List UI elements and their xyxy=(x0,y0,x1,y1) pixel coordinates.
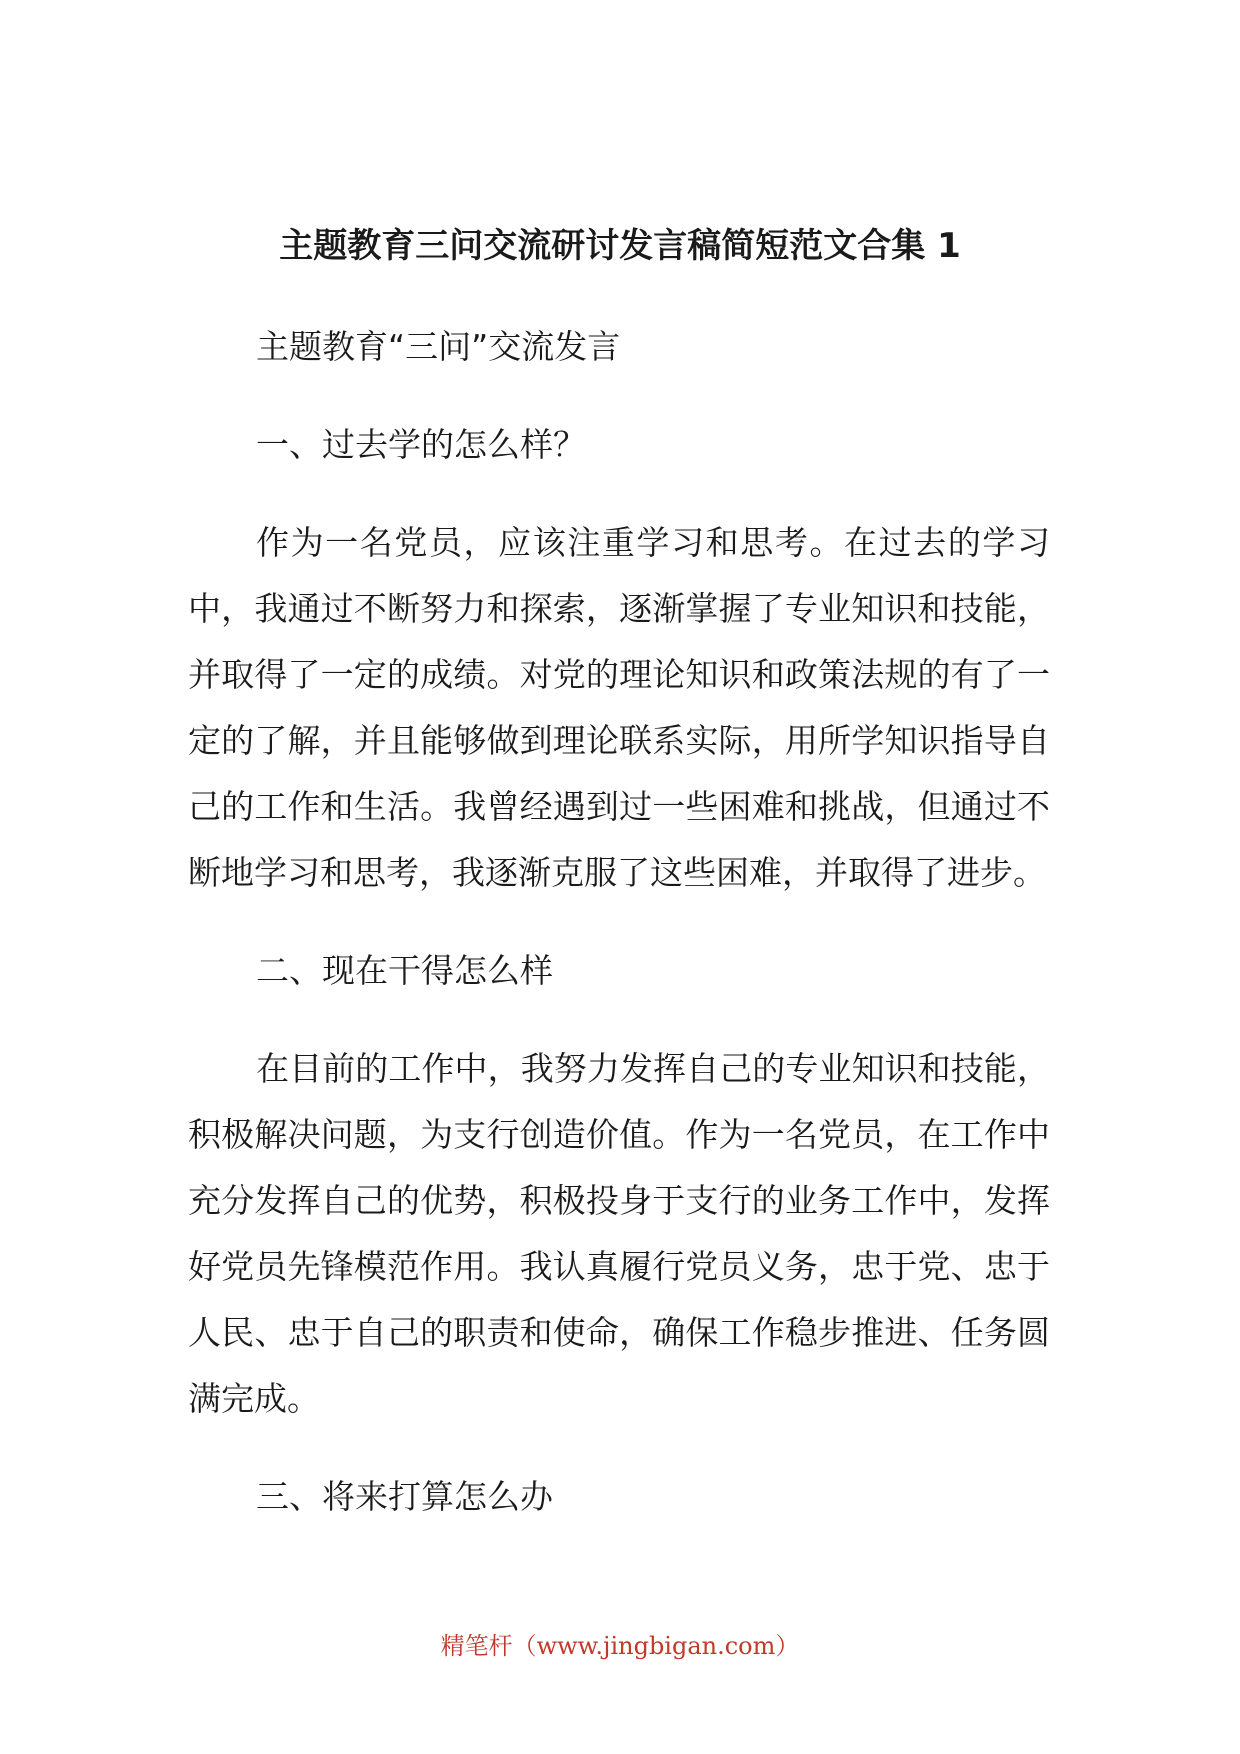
document-body xyxy=(188,314,1050,1562)
footer-watermark: 精笔杆（www.jingbigan.com） xyxy=(440,1632,800,1660)
section-heading-3: 三、将来打算怎么办 xyxy=(256,1477,553,1516)
section-heading-1: 一、过去学的怎么样？ xyxy=(256,425,586,464)
body-paragraph-1: 作为一名党员，应该注重学习和思考。在过去的学习中，我通过不断努力和探索，逐渐掌握了专业知识和技能，并取得了一定的成绩。对党的理论知识和政策法规的有了一定的了解，并且能够做到理论联系实际，用所学知识指导自己的工作和生活。我曾经遇到过一些困难和挑战，但通过不断地学习和思考，我逐渐克服了这些困难，并取得了进步。 xyxy=(188,523,1050,892)
document-title: 主题教育三问交流研讨发言稿简短范文合集 1 xyxy=(279,226,961,266)
body-paragraph-2: 在目前的工作中，我努力发挥自己的专业知识和技能，积极解决问题，为支行创造价值。作为一名党员，在工作中充分发挥自己的优势，积极投身于支行的业务工作中，发挥好党员先锋模范作用。我认真履行党员义务，忠于党、忠于人民、忠于自己的职责和使命，确保工作稳步推进、任务圆满完成。 xyxy=(188,1049,1050,1418)
section-heading-2: 二、现在干得怎么样 xyxy=(256,951,553,990)
section-subtitle: 主题教育“三问”交流发言 xyxy=(256,327,621,366)
